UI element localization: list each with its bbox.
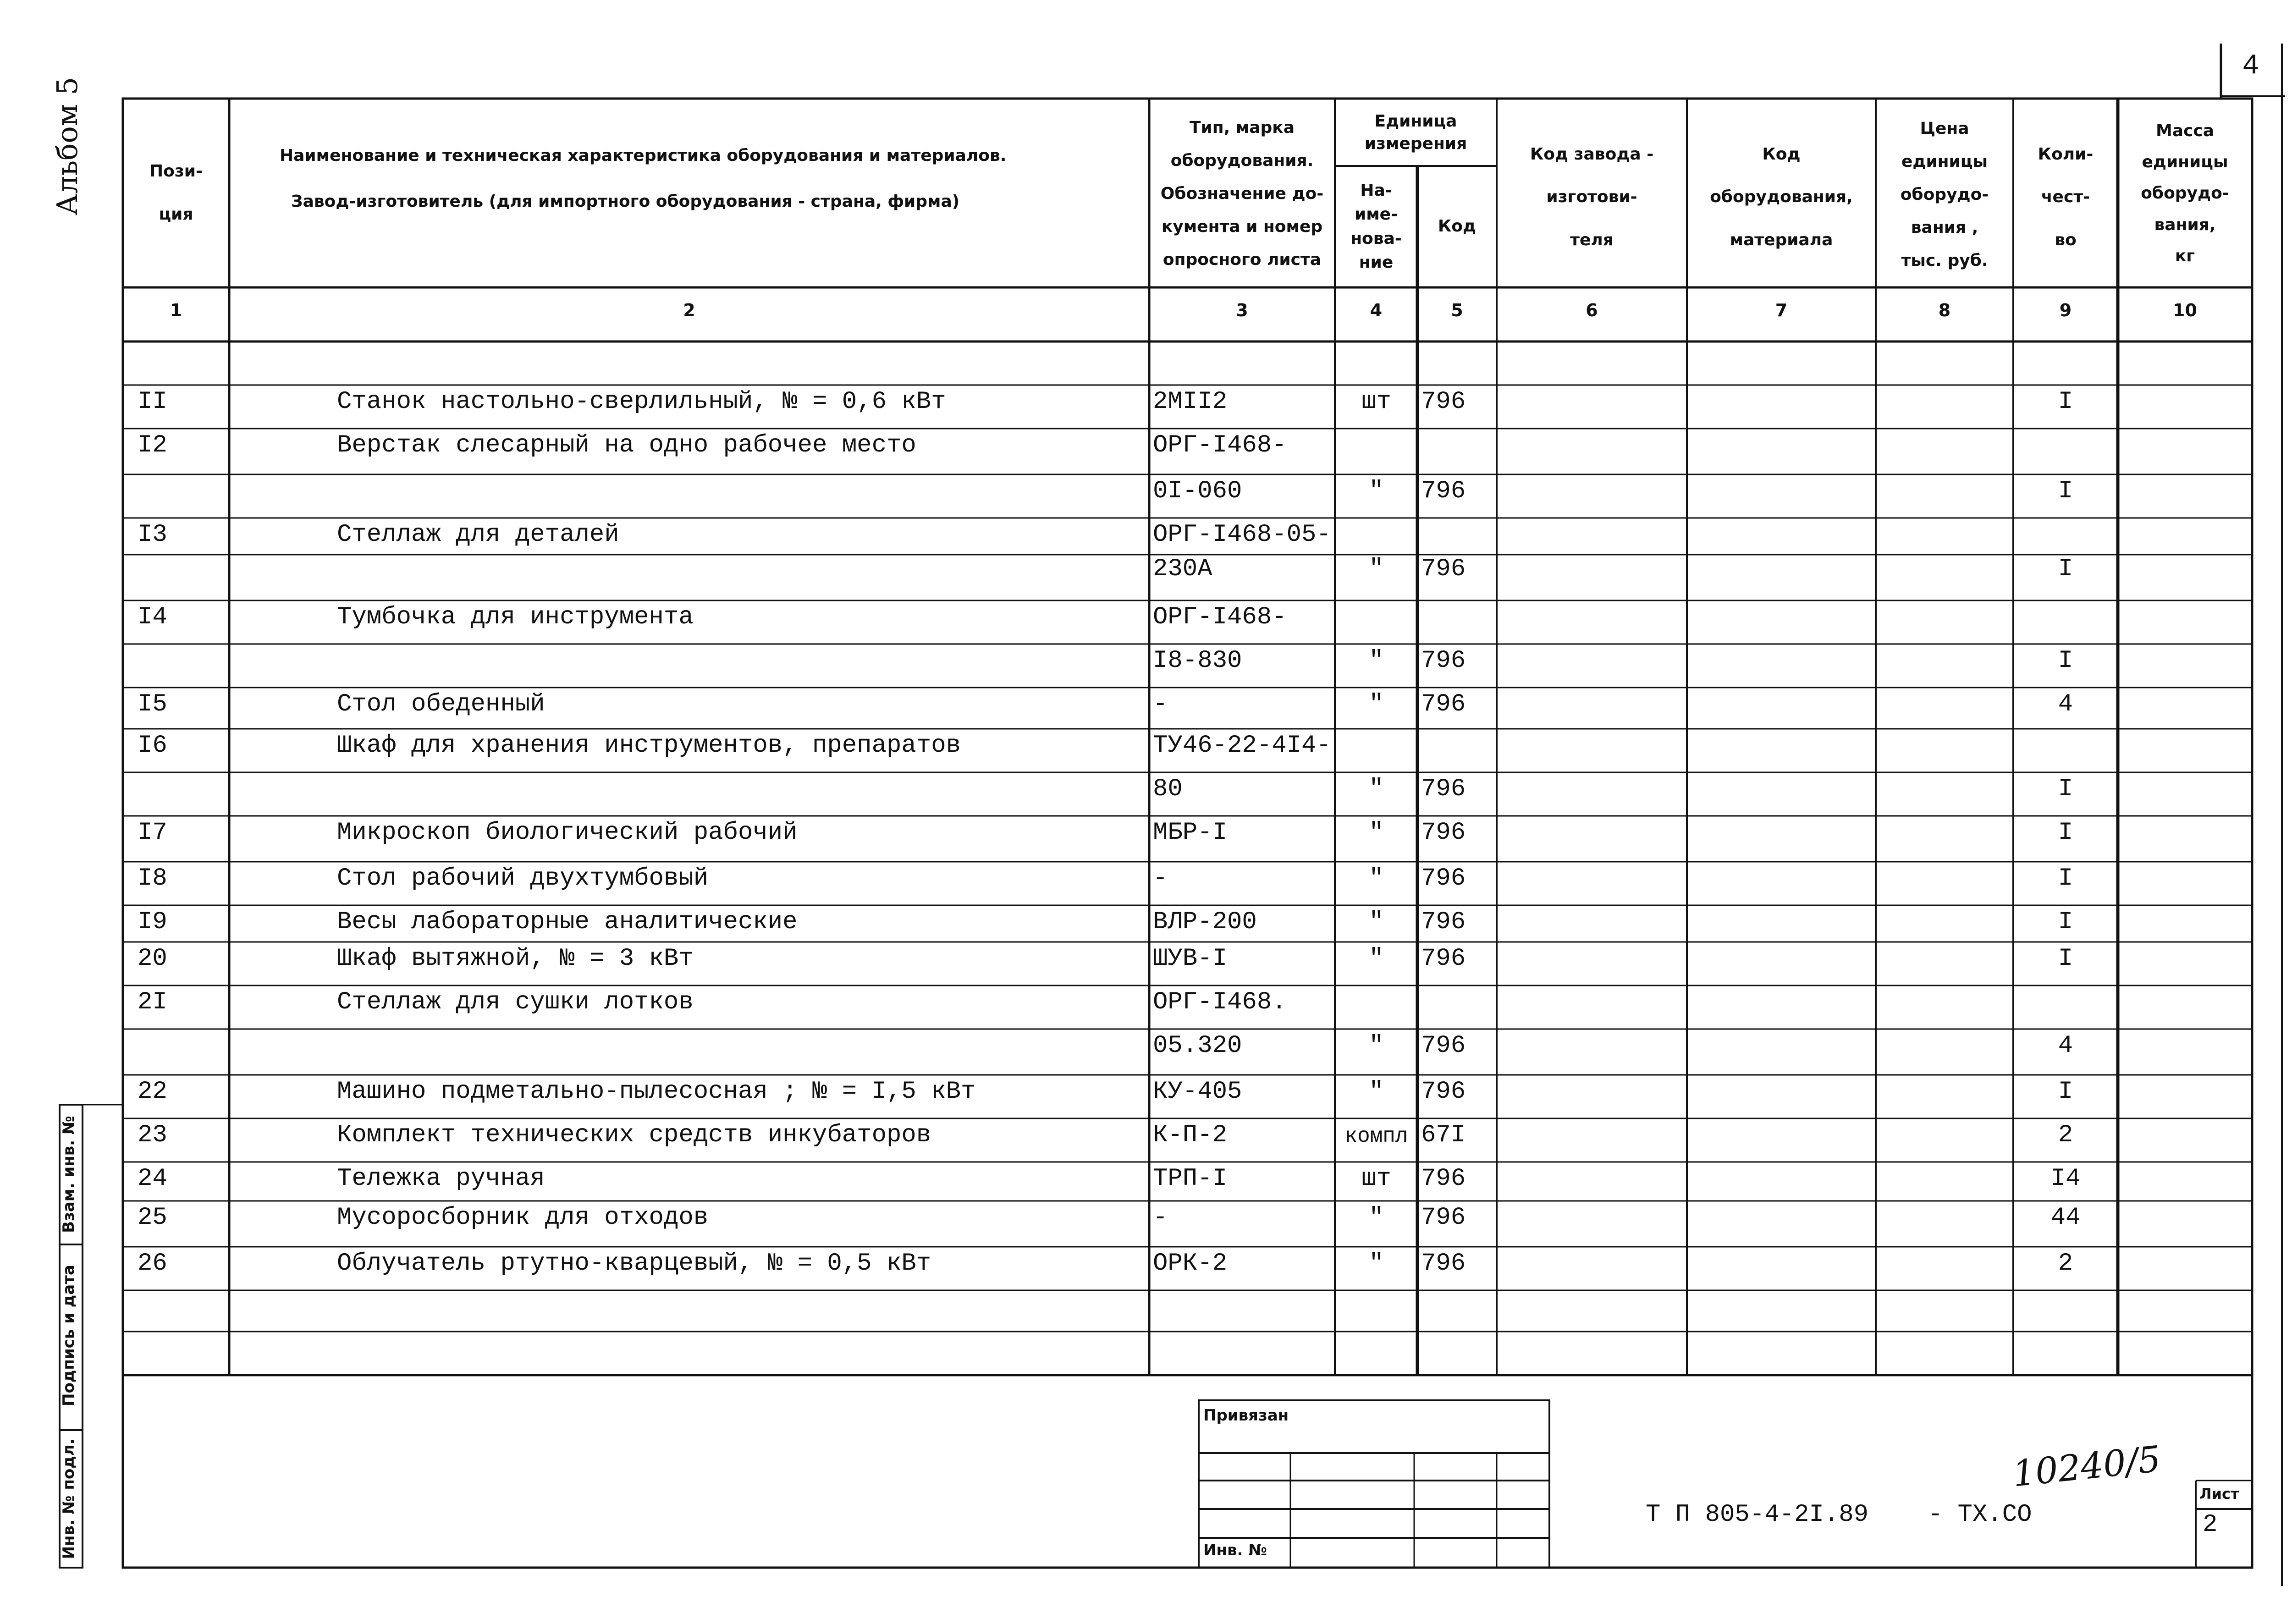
row-type: ОРГ-I468. [1153, 988, 1287, 1016]
row-position: I5 [138, 690, 167, 718]
row-position: I9 [138, 908, 167, 936]
col-number: 10 [2173, 300, 2197, 320]
row-name: Мусоросборник для отходов [337, 1204, 709, 1232]
row-name: Станок настольно-сверлильный, № = 0,6 кВт [337, 388, 946, 416]
row-type: 80 [1153, 775, 1183, 803]
row-unit-code: 796 [1421, 555, 1466, 583]
row-name: Стол обеденный [337, 690, 545, 718]
col-number: 4 [1370, 300, 1383, 320]
row-type: I8-830 [1153, 647, 1242, 675]
row-unit-name: " [1369, 1078, 1384, 1106]
row-quantity: 2 [2058, 1250, 2073, 1277]
handwritten-number: 10240/5 [2011, 1438, 2163, 1495]
row-unit-code: 796 [1421, 864, 1466, 892]
row-type: 230А [1153, 555, 1212, 583]
row-name: Весы лабораторные аналитические [337, 908, 798, 936]
row-position: 2I [138, 988, 167, 1016]
row-quantity: 44 [2050, 1204, 2081, 1232]
row-position: 24 [138, 1165, 167, 1193]
row-type: КУ-405 [1153, 1078, 1242, 1106]
row-unit-name: " [1369, 1250, 1384, 1277]
col-number: 8 [1938, 300, 1951, 320]
row-unit-code: 796 [1421, 647, 1466, 675]
row-type: ТУ46-22-4I4- [1153, 732, 1331, 760]
row-unit-name: " [1369, 819, 1384, 847]
row-name: Комплект технических средств инкубаторов [337, 1121, 931, 1149]
header-unit: Единица измерения [1364, 112, 1467, 153]
row-type: 2МII2 [1153, 388, 1228, 416]
row-position: I2 [138, 431, 167, 459]
stamp-privyazan: Привязан [1203, 1406, 1289, 1425]
row-position: 23 [138, 1121, 167, 1149]
row-unit-name: " [1369, 775, 1384, 803]
sheet-label: Лист [2199, 1485, 2239, 1503]
row-name: Верстак слесарный на одно рабочее место [337, 431, 916, 459]
row-unit-name: шт [1361, 388, 1391, 416]
row-type: 05.320 [1153, 1032, 1242, 1060]
row-quantity: I [2058, 1078, 2073, 1106]
row-type: ШУВ-I [1153, 945, 1228, 973]
row-position: 22 [138, 1078, 167, 1106]
row-quantity: I [2058, 945, 2073, 973]
row-quantity: I [2058, 819, 2073, 847]
row-unit-name: компл [1344, 1124, 1408, 1148]
row-position: I3 [138, 521, 167, 549]
header-name-line1: Наименование и техническая характеристика оборудования и материалов. [280, 146, 1007, 165]
header-equipment-code: Код оборудования, материала [1710, 144, 1853, 249]
row-type: 0I-060 [1153, 477, 1242, 505]
row-quantity: I [2058, 555, 2073, 583]
row-name: Тележка ручная [337, 1165, 545, 1193]
row-position: I6 [138, 732, 167, 760]
header-type: Тип, марка оборудования. Обозначение до- кумента и номер опросного листа [1160, 118, 1324, 269]
row-unit-name: шт [1361, 1165, 1391, 1193]
row-unit-name: " [1369, 477, 1384, 505]
row-unit-code: 796 [1421, 477, 1466, 505]
row-name: Машино подметально-пылесосная ; № = I,5 кВт [337, 1078, 976, 1106]
row-name: Стол рабочий двухтумбовый [337, 864, 709, 892]
row-name: Микроскоп биологический рабочий [337, 819, 798, 847]
row-quantity: I [2058, 647, 2073, 675]
header-mass: Масса единицы оборудо- вания, кг [2141, 121, 2229, 266]
row-unit-code: 796 [1421, 1204, 1466, 1232]
header-factory-code: Код завода - изготови- теля [1530, 144, 1654, 249]
row-quantity: 2 [2058, 1121, 2073, 1149]
row-unit-code: 796 [1421, 1165, 1466, 1193]
side-title: Альбом 5 [50, 77, 84, 215]
row-type: К-П-2 [1153, 1121, 1228, 1149]
row-type: - [1153, 1204, 1168, 1232]
header-quantity: Коли- чест- во [2038, 144, 2094, 249]
column-numbers-row [0, 300, 2292, 328]
row-name: Стеллаж для деталей [337, 521, 619, 549]
header-name-line2: Завод-изготовитель (для импортного оборудования - страна, фирма) [291, 192, 960, 211]
row-type: ОРГ-I468-05- [1153, 521, 1331, 549]
row-type: ТРП-I [1153, 1165, 1228, 1193]
stamp-replacement-inventory: Взам. инв. № [60, 1116, 78, 1233]
row-quantity: I [2058, 775, 2073, 803]
col-number: 6 [1586, 300, 1598, 320]
row-position: 25 [138, 1204, 167, 1232]
row-type: ОРГ-I468- [1153, 603, 1287, 631]
stamp-inv-no: Инв. № [1203, 1541, 1267, 1559]
row-quantity: 4 [2058, 690, 2073, 718]
row-unit-name: " [1369, 647, 1384, 675]
row-unit-code: 796 [1421, 819, 1466, 847]
row-name: Шкаф вытяжной, № = 3 кВт [337, 945, 694, 973]
stamp-original-inventory: Инв. № подл. [60, 1438, 78, 1559]
row-unit-name: " [1369, 908, 1384, 936]
row-position: I8 [138, 864, 167, 892]
row-name: Стеллаж для сушки лотков [337, 988, 694, 1016]
row-type: ОРГ-I468- [1153, 431, 1287, 459]
row-unit-code: 796 [1421, 1250, 1466, 1277]
row-unit-name: " [1369, 555, 1384, 583]
header-unit-code: Код [1438, 217, 1477, 236]
header-position: Пози- ция [149, 162, 203, 224]
row-unit-code: 796 [1421, 945, 1466, 973]
row-quantity: I [2058, 388, 2073, 416]
row-name: Облучатель ртутно-кварцевый, № = 0,5 кВт [337, 1250, 931, 1277]
row-name: Тумбочка для инструмента [337, 603, 694, 631]
sheet-number: 2 [2203, 1511, 2218, 1539]
row-unit-code: 796 [1421, 908, 1466, 936]
row-quantity: I [2058, 864, 2073, 892]
header-unit-name: На- име- нова- ние [1350, 181, 1402, 272]
row-type: - [1153, 690, 1168, 718]
row-quantity: I4 [2050, 1165, 2081, 1193]
row-quantity: I [2058, 477, 2073, 505]
col-number: 3 [1236, 300, 1248, 320]
row-unit-name: " [1369, 690, 1384, 718]
row-unit-code: 67I [1421, 1121, 1466, 1149]
col-number: 1 [170, 300, 182, 320]
row-position: I7 [138, 819, 167, 847]
row-type: ВЛР-200 [1153, 908, 1257, 936]
row-name: Шкаф для хранения инструментов, препаратов [337, 732, 961, 760]
row-unit-code: 796 [1421, 1078, 1466, 1106]
row-unit-name: " [1369, 945, 1384, 973]
row-position: 26 [138, 1250, 167, 1277]
col-number: 7 [1775, 300, 1788, 320]
row-unit-name: " [1369, 864, 1384, 892]
row-position: 20 [138, 945, 167, 973]
col-number: 2 [683, 300, 695, 320]
stamp-signature-date: Подпись и дата [60, 1265, 78, 1406]
row-quantity: 4 [2058, 1032, 2073, 1060]
col-number: 5 [1451, 300, 1463, 320]
row-quantity: I [2058, 908, 2073, 936]
header-price: Цена единицы оборудо- вания , тыс. руб. [1900, 119, 1989, 270]
row-type: - [1153, 864, 1168, 892]
row-unit-code: 796 [1421, 388, 1466, 416]
row-unit-code: 796 [1421, 775, 1466, 803]
row-position: I4 [138, 603, 167, 631]
row-unit-name: " [1369, 1204, 1384, 1232]
row-type: МБР-I [1153, 819, 1228, 847]
row-unit-code: 796 [1421, 690, 1466, 718]
document-code: Т П 805-4-2I.89 - ТХ.СО [1646, 1501, 2032, 1529]
row-unit-code: 796 [1421, 1032, 1466, 1060]
row-position: II [138, 388, 167, 416]
page-number: 4 [2242, 50, 2259, 82]
row-type: ОРК-2 [1153, 1250, 1228, 1277]
row-unit-name: " [1369, 1032, 1384, 1060]
col-number: 9 [2059, 300, 2072, 320]
